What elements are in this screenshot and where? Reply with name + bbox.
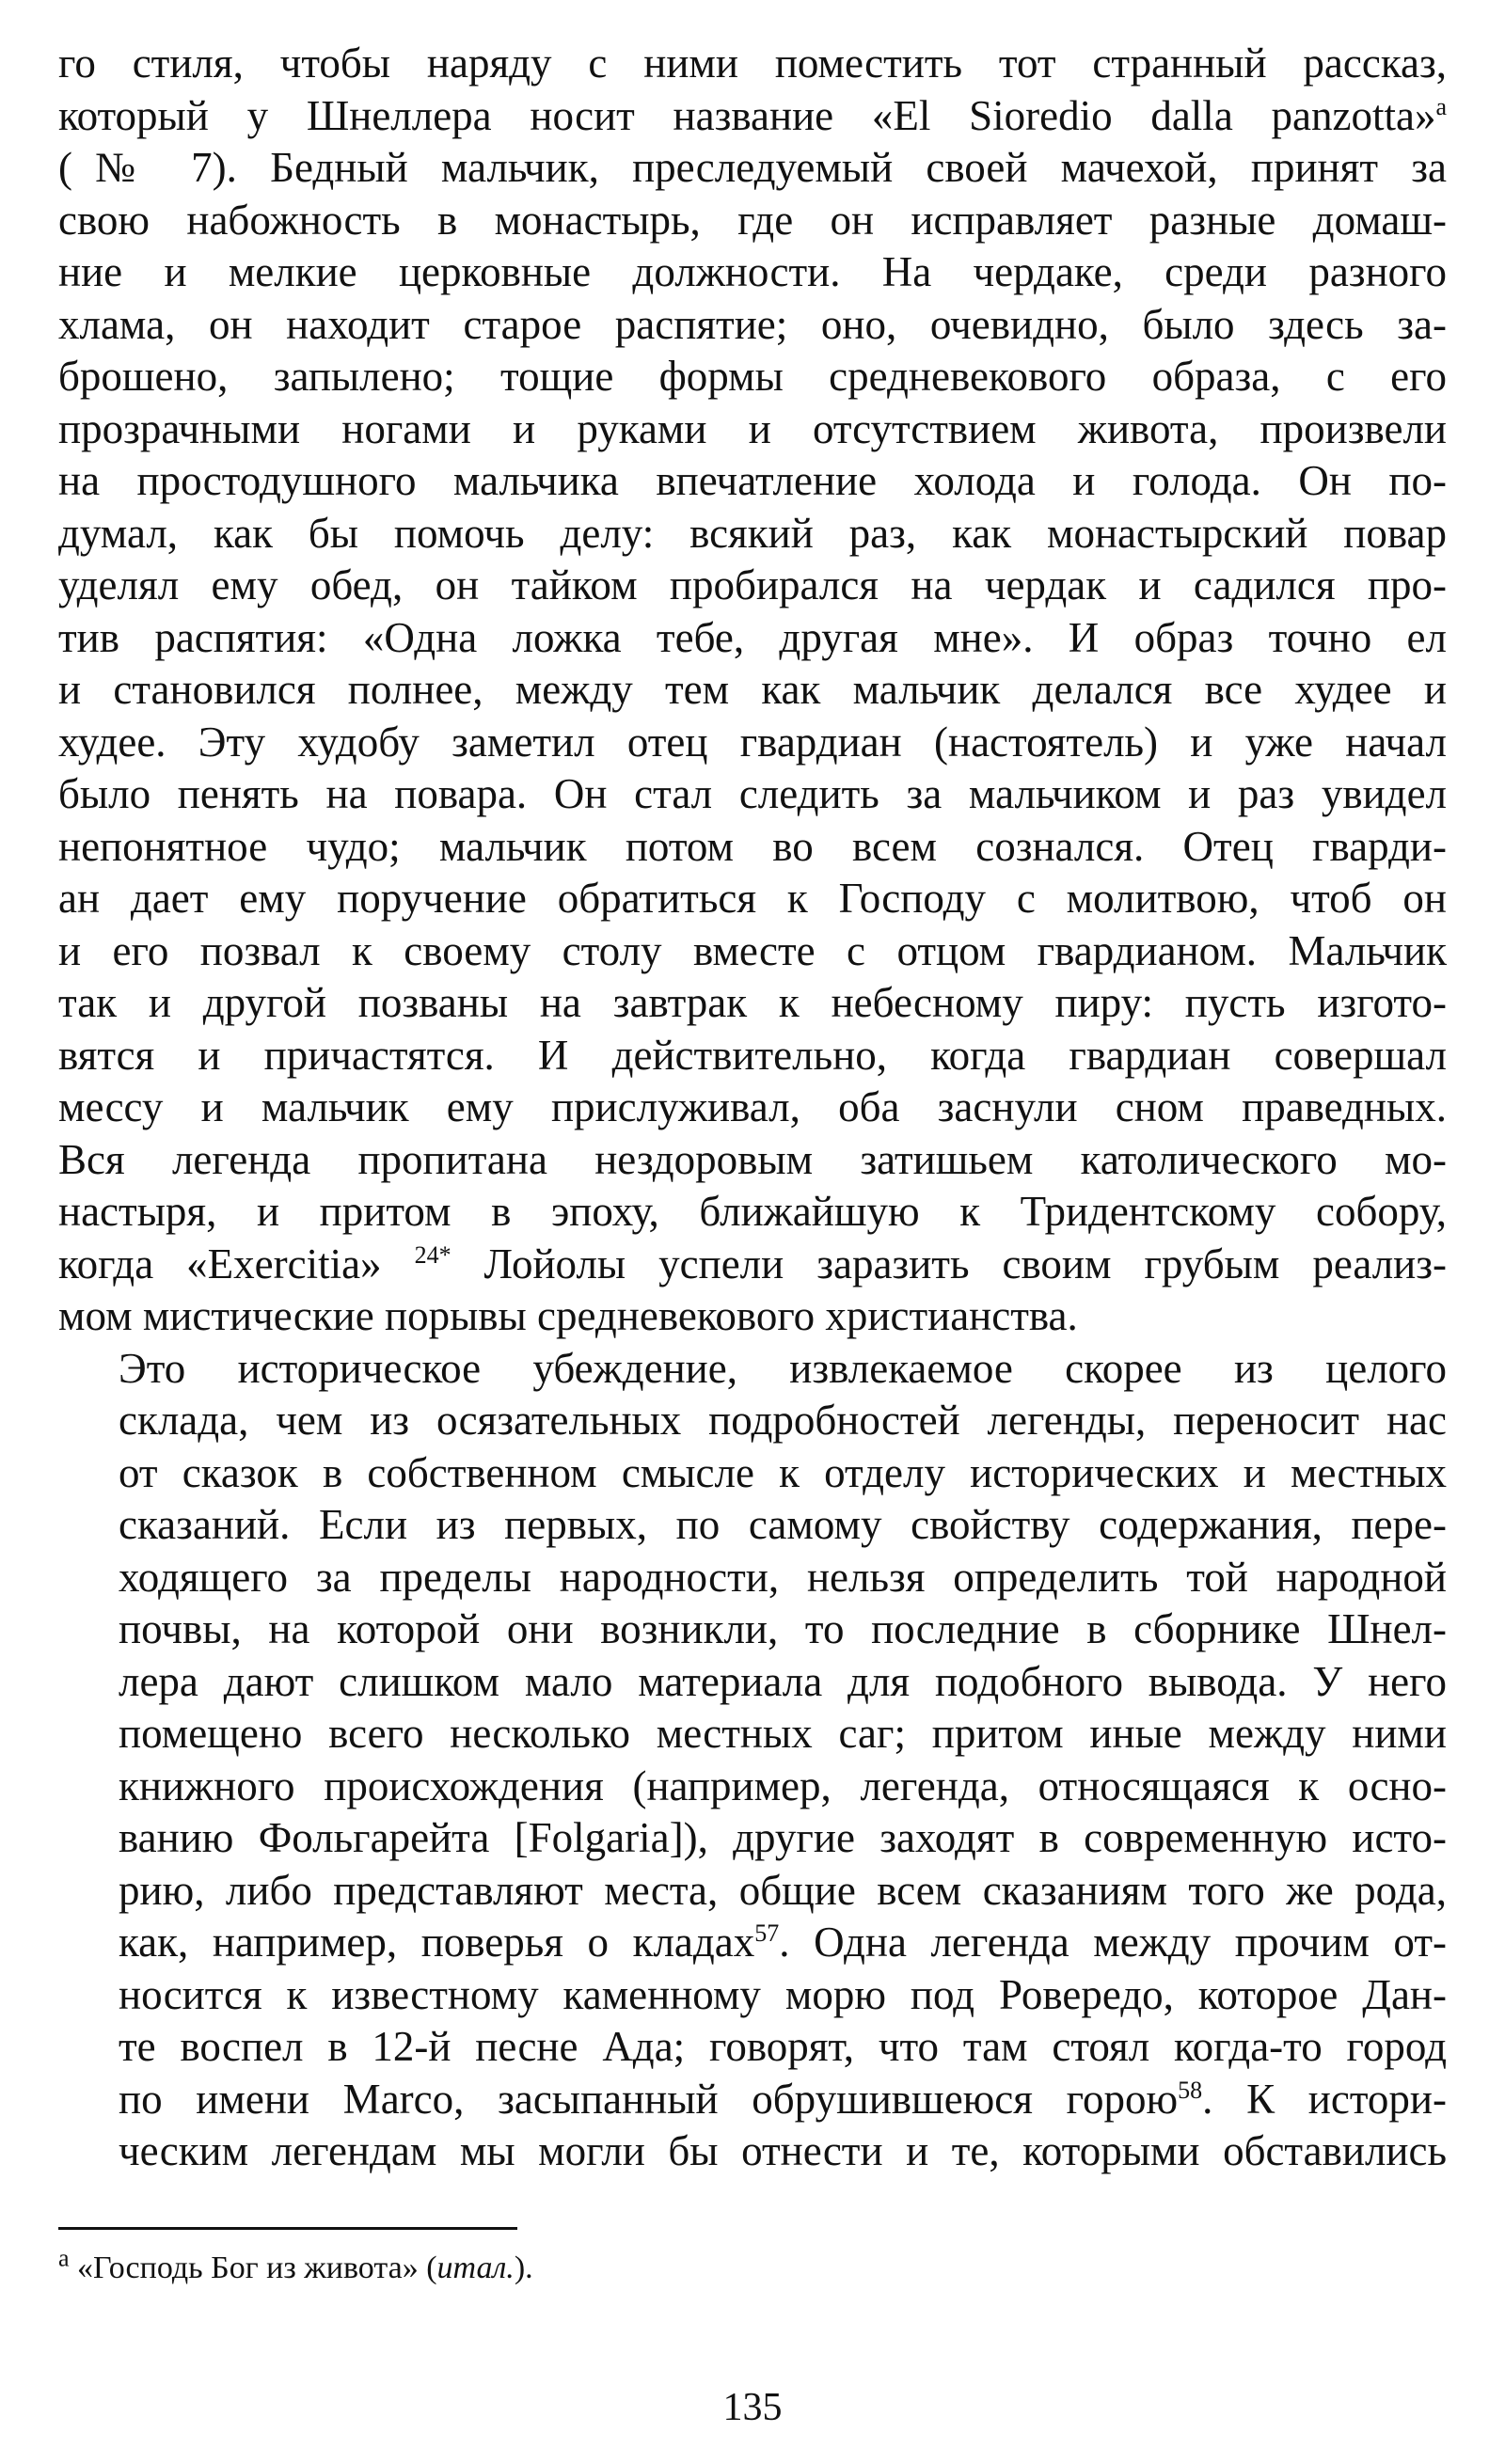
text-line: худее. Эту худобу заметил отец гвардиан (настоятель) и уже начал: [58, 718, 1447, 766]
text-line: уделял ему обед, он тайком пробирался на чердак и садился про-: [58, 561, 1447, 608]
text-line: лера дают слишком мало материала для подобного вывода. У него: [119, 1657, 1447, 1705]
text-line: мом мистические порывы средневекового христианства.: [58, 1292, 1078, 1339]
text-line: тив распятия: «Одна ложка тебе, другая мне». И образ точно ел: [58, 613, 1447, 661]
text-line: так и другой позваны на завтрак к небесному пиру: пусть изгото-: [58, 979, 1447, 1026]
text-line: настыря, и притом в эпоху, ближайшую к Тридентскому собору,: [58, 1188, 1447, 1235]
text-line: и становился полнее, между тем как мальчик делался все худее и: [58, 666, 1447, 713]
paragraph-1: [58, 38, 1447, 1343]
page-body: [58, 38, 1447, 2178]
text-line: те воспел в 12-й песне Ада; говорят, что там стоял когда-то город: [119, 2023, 1447, 2070]
footnote-marker: а: [58, 2244, 70, 2272]
endnote-marker: 57: [754, 1919, 780, 1947]
text-line: го стиля, чтобы наряду с ними поместить тот странный рассказ,: [58, 39, 1447, 87]
endnote-marker: 58: [1178, 2076, 1203, 2104]
text-line: Это историческое убеждение, извлекаемое скорее из целого: [119, 1344, 1447, 1392]
text-line: свою набожность в монастырь, где он исправляет разные домаш-: [58, 196, 1447, 244]
text-line: от сказок в собственном смысле к отделу исторических и местных: [119, 1448, 1447, 1496]
text-line: было пенять на повара. Он стал следить за мальчиком и раз увидел: [58, 770, 1447, 817]
text-line: и его позвал к своему столу вместе с отцом гвардианом. Мальчик: [58, 926, 1447, 974]
footnote-close: ).: [514, 2251, 533, 2285]
text-line: помещено всего несколько местных саг; притом иные между ними: [119, 1710, 1447, 1757]
footnote-text: «Господь Бог из живота» (: [69, 2251, 437, 2285]
paragraph-2: [58, 1343, 1447, 2178]
text-line: рию, либо представляют места, общие всем сказаниям того же рода,: [119, 1866, 1447, 1914]
text-line: когда «Exercitia» $^{24*}$ Лойолы успели заразить своим грубым реализ-: [58, 1240, 1448, 1287]
page-number: 135: [722, 2386, 783, 2429]
text-line: ан дает ему поручение обратиться к Господу с молитвою, чтоб он: [58, 875, 1447, 922]
footnote-italic: итал.: [436, 2251, 515, 2285]
footnote-marker: а: [1435, 92, 1447, 120]
text-line: как, например, поверья о кладах$^{57}$. Одна легенда между прочим от-: [119, 1919, 1447, 1966]
text-line: прозрачными ногами и руками и отсутствием живота, произвели: [58, 404, 1447, 452]
text-line: ние и мелкие церковные должности. На чердаке, среди разного: [58, 248, 1447, 295]
text-line: по имени Marco, засыпанный обрушившеюся горою$^{58}$. К истори-: [119, 2075, 1447, 2123]
text-line: вятся и причастятся. И действительно, когда гвардиан совершал: [58, 1031, 1447, 1079]
text-line: склада, чем из осязательных подробностей легенды, переносит нас: [119, 1397, 1447, 1444]
text-line: брошено, запылено; тощие формы средневекового образа, с его: [58, 353, 1447, 400]
text-line: думал, как бы помочь делу: всякий раз, как монастырский повар: [58, 509, 1447, 557]
footnote-divider: [58, 2227, 517, 2230]
text-line: хлама, он находит старое распятие; оно, очевидно, было здесь за-: [58, 300, 1447, 348]
text-line: носится к известному каменному морю под Ровередо, которое Дан-: [119, 1970, 1447, 2018]
text-line: книжного происхождения (например, легенда, относящаяся к осно-: [119, 1761, 1447, 1809]
text-line: почвы, на которой они возникли, то последние в сборнике Шнел-: [119, 1605, 1447, 1652]
footnote: [58, 2244, 533, 2289]
text-line: непонятное чудо; мальчик потом во всем сознался. Отец гварди-: [58, 822, 1447, 870]
endnote-marker: 24*: [414, 1240, 452, 1269]
text-line: ходящего за пределы народности, нельзя определить той народной: [119, 1553, 1447, 1601]
text-line: ческим легендам мы могли бы отнести и те, которыми обставились: [119, 2127, 1447, 2174]
text-line: который у Шнеллера носит название «El Sioredio dalla panzotta»$^а$: [58, 91, 1447, 139]
text-line: ванию Фольгарейта [Folgaria]), другие заходят в современную исто-: [119, 1814, 1447, 1861]
text-line: Вся легенда пропитана нездоровым затишьем католического мо-: [58, 1135, 1447, 1183]
text-line: на простодушного мальчика впечатление холода и голода. Он по-: [58, 457, 1447, 504]
text-line: мессу и мальчик ему прислуживал, оба заснули сном праведных.: [58, 1083, 1447, 1130]
text-line: (№ 7). Бедный мальчик, преследуемый своей мачехой, принят за: [58, 144, 1447, 191]
text-line: сказаний. Если из первых, по самому свойству содержания, пере-: [119, 1501, 1447, 1548]
